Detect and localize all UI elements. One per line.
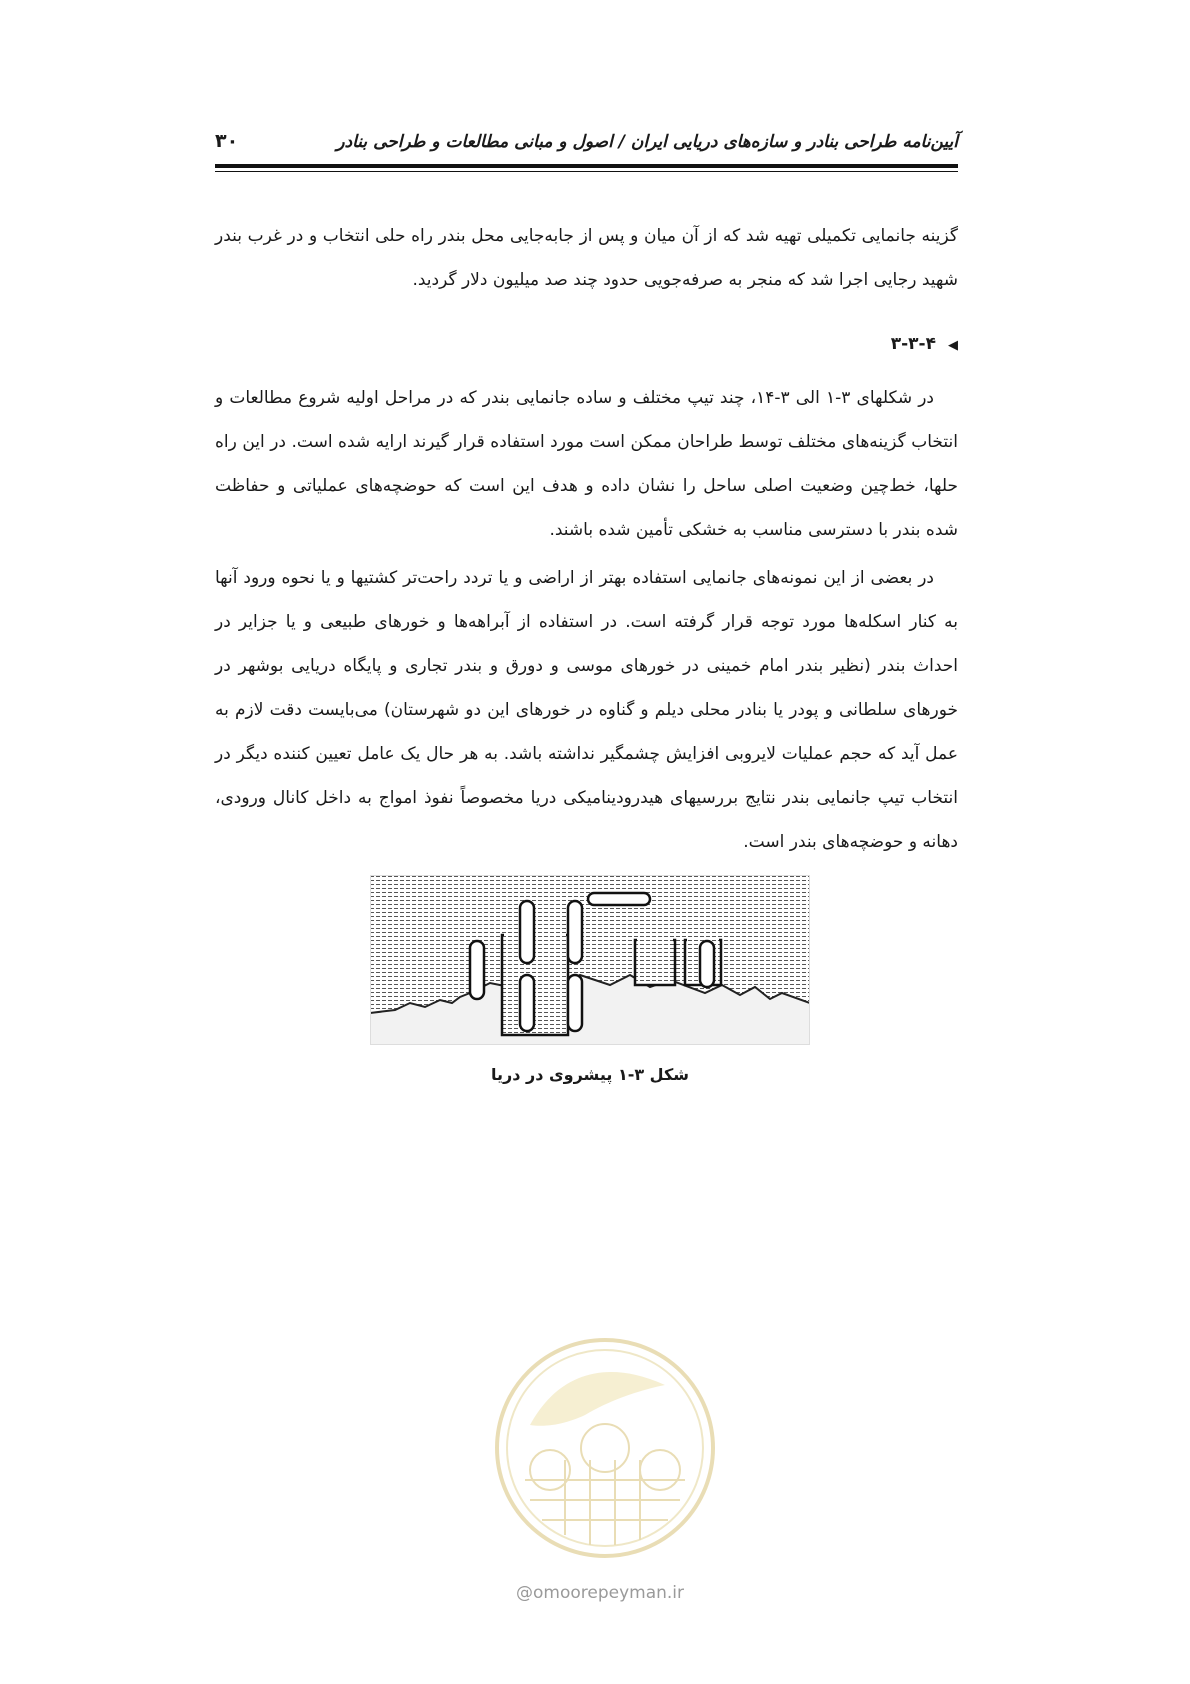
running-header [215, 128, 958, 160]
figure-caption: شکل ۳-۱ پیشروی در دریا [490, 1065, 689, 1084]
watermark-url: @omoorepeyman.ir [515, 1583, 685, 1603]
breakwater-2 [520, 901, 534, 963]
header-rule-thin [215, 171, 958, 172]
section-number: ۳-۳-۴ [890, 334, 936, 354]
breakwater-7 [700, 941, 714, 987]
breakwater-1 [470, 941, 484, 999]
page-number: ۳۰ [215, 130, 239, 152]
breakwater-4 [568, 901, 582, 963]
basin-2 [635, 940, 675, 985]
header-title: آیین‌نامه طراحی بنادر و سازه‌های دریایی ایران / اصول و مبانی مطالعات و طراحی بنادر [336, 132, 958, 152]
triangle-left-icon: ◀ [948, 338, 958, 353]
header-rule-thick [215, 164, 958, 168]
port-layout-figure [370, 875, 810, 1045]
breakwater-6 [588, 893, 650, 905]
body-paragraph-1: در شکلهای ۳-۱ الی ۳-۱۴، چند تیپ مختلف و ساده جانمایی بندر که در مراحل اولیه شروع مطالعات و انتخاب گزینه‌های مختلف توسط طراحان ممکن است مورد استفاده قرار گیرند ارایه شده است. در این راه حلها، خط‌چین وضعیت اصلی ساحل را نشان داده و هدف این است که حوضچه‌های عملیاتی و حفاظت شده بندر با دسترسی مناسب به خشکی تأمین شده باشند. [215, 388, 958, 540]
breakwater-3 [520, 975, 534, 1031]
section-heading [891, 334, 958, 354]
omoorepeyman-logo [490, 1330, 720, 1580]
breakwater-5 [568, 975, 582, 1031]
intro-paragraph: گزینه جانمایی تکمیلی تهیه شد که از آن میان و پس از جابه‌جایی محل بندر راه حلی انتخاب و در غرب بندر شهید رجایی اجرا شد که منجر به صرفه‌جویی حدود چند صد میلیون دلار گردید. [215, 226, 958, 290]
body-paragraph-2: در بعضی از این نمونه‌های جانمایی استفاده بهتر از اراضی و یا تردد راحت‌تر کشتیها و یا نحوه ورود آنها به کنار اسکله‌ها مورد توجه قرار گرفته است. در استفاده از آبراهه‌ها و خورهای طبیعی و یا جزایر در احداث بندر (نظیر بندر امام خمینی در خورهای موسی و دورق و بندر تجاری و پایگاه دریایی بوشهر در خورهای سلطانی و پودر یا بنادر محلی دیلم و گناوه در خورهای این دو شهرستان) می‌بایست دقت لازم به عمل آید که حجم عملیات لایروبی افزایش چشمگیر نداشته باشد. به هر حال یک عامل تعیین کننده دیگر در انتخاب تیپ جانمایی بندر نتایج بررسیهای هیدرودینامیکی دریا مخصوصاً نفوذ امواج به داخل کانال ورودی، دهانه و حوضچه‌های بندر است. [215, 568, 958, 852]
